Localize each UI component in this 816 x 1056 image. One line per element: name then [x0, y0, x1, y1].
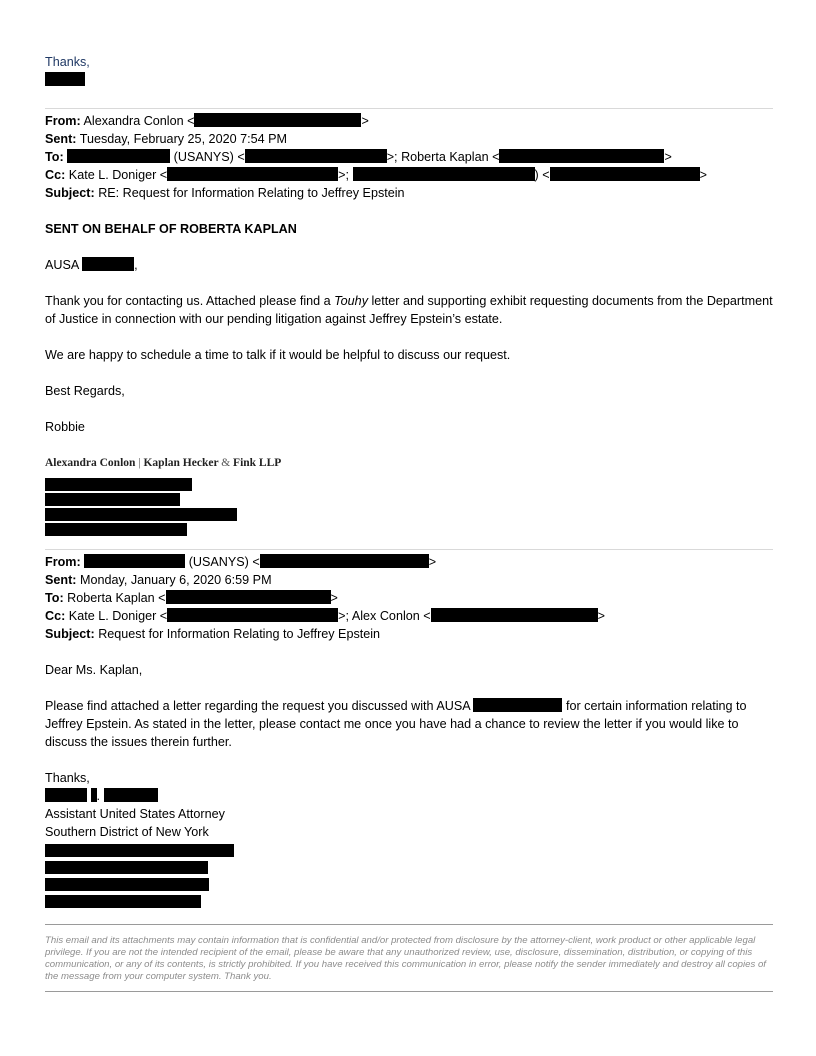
signature-redactions [45, 844, 773, 908]
signature-line: Alexandra Conlon | Kaplan Hecker & Fink LLP [45, 457, 282, 469]
to-usanys: (USANYS) [173, 150, 234, 164]
cc-label: Cc: [45, 168, 66, 182]
salutation: Dear Ms. Kaplan, [45, 663, 143, 677]
subject-value: Request for Information Relating to Jeffrey Epstein [98, 627, 381, 641]
sent-label: Sent: [45, 132, 77, 146]
signoff: Robbie [45, 420, 85, 434]
redaction [245, 149, 387, 163]
to-name: Roberta Kaplan [401, 150, 489, 164]
email-header: From: (USANYS) < > Sent: Monday, January 6, 2020 6:59 PM To: Roberta Kaplan < > Cc: Kate L. Doniger < >; Alex Conlon < > Subject: Request for Information Relating to Jeffrey Epstein [45, 555, 605, 641]
redaction [167, 608, 338, 622]
redaction [67, 149, 170, 163]
disclaimer-text: This email and its attachments may contain information that is confidential and/or protected from disclosure by the attorney-client, work product or other applicable legal privilege. If you are not the intended recipient of the email, please be aware that any unauthorized review, use, disclosure, dissemination, distribution, or copying of this communication, or any of its contents, is strictly prohibited. If you have received this communication in error, please notify the sender immediately and destroy all copies of the message from your computer system. Thank you. [45, 935, 766, 982]
cc-name: Kate L. Doniger [68, 609, 157, 623]
from-usanys: (USANYS) [188, 555, 249, 569]
cc-name: Kate L. Doniger [68, 168, 157, 182]
closing: Thanks, [45, 771, 90, 785]
divider [45, 991, 773, 992]
subject-value: RE: Request for Information Relating to Jeffrey Epstein [98, 186, 405, 200]
redaction [84, 554, 185, 568]
sent-value: Tuesday, February 25, 2020 7:54 PM [79, 132, 287, 146]
redaction [353, 167, 535, 181]
body-paragraph: Please find attached a letter regarding the request you discussed with AUSA for certain information relating to Jeffrey Epstein. As stated in the letter, please contact me once you have had a chance to review the letter if you would like to discuss the issues therein further. [45, 699, 747, 749]
sent-value: Monday, January 6, 2020 6:59 PM [79, 573, 272, 587]
redaction [260, 554, 429, 568]
redaction [167, 167, 338, 181]
sent-label: Sent: [45, 573, 77, 587]
sent-on-behalf-heading: SENT ON BEHALF OF ROBERTA KAPLAN [45, 222, 297, 236]
redaction [45, 72, 85, 86]
closing: Best Regards, [45, 384, 125, 398]
body-paragraph: Thank you for contacting us. Attached please find a Touhy letter and supporting exhibit requesting documents from the Department of Justice in connection with our pending litigation against Jeffrey Epstein’s estate. [45, 294, 773, 326]
redaction [473, 698, 562, 712]
body-paragraph: We are happy to schedule a time to talk if it would be helpful to discuss our request. [45, 348, 511, 362]
redaction [194, 113, 361, 127]
from-label: From: [45, 555, 81, 569]
to-label: To: [45, 591, 64, 605]
cc-name: Alex Conlon [351, 609, 420, 623]
to-name: Roberta Kaplan [67, 591, 155, 605]
cc-label: Cc: [45, 609, 66, 623]
signature-office: Southern District of New York [45, 825, 209, 839]
thanks-text: Thanks, [45, 55, 90, 69]
email-document: Thanks, From: Alexandra Conlon < > Sent: Tuesday, February 25, 2020 7:54 PM To: (USANYS) < >; Roberta Kaplan < > Cc: Kate L. Doniger < >; ) < > Subject: RE: Request for Information Relating to Jeffrey Epstein SENT ON BEHALF OF ROBERTA KAPLAN AUSA , Thank you for contacting us. Attached please find a Touhy letter and supporting exhibit requesting documents from the Department of Justice in connection with our pending litigation against Jeffrey Epstein’s estate. We are happy to schedule a time to talk if it would be helpful to discuss our request. Best Regards, Robbie Alexandra Conlon | Kaplan Hecker & Fink LLP From: (USANYS) < > Sent: Monday, January 6, 2020 6:59 PM To: Roberta Kaplan < > Cc: Kate L. Doniger < >; Alex Conlon < > Subject: Request for Information Relating to Jeffrey Epstein Dear Ms. Kaplan, Please find attached a letter regarding the request you discussed with AUSA for certain information relating to Jeffrey Epstein. As stated in the letter, please contact me once you have had a chance to review the letter if you would like to discuss the issues therein further. Thanks, . Assistant United States Attorney Southern District of New York [45, 53, 773, 908]
signature-title: Assistant United States Attorney [45, 807, 225, 821]
redaction [82, 257, 134, 271]
email-header: From: Alexandra Conlon < > Sent: Tuesday, February 25, 2020 7:54 PM To: (USANYS) < >; Roberta Kaplan < > Cc: Kate L. Doniger < >; ) < > Subject: RE: Request for Information Relating to Jeffrey Epstein [45, 114, 707, 200]
subject-label: Subject: [45, 627, 95, 641]
from-name: Alexandra Conlon [83, 114, 184, 128]
signature-redactions [45, 478, 773, 536]
redaction [431, 608, 598, 622]
salutation: AUSA [45, 258, 79, 272]
redaction [550, 167, 700, 181]
signature-redaction: . [45, 787, 773, 805]
disclaimer-block [45, 924, 773, 992]
from-label: From: [45, 114, 81, 128]
subject-label: Subject: [45, 186, 95, 200]
redaction [499, 149, 664, 163]
to-label: To: [45, 150, 64, 164]
redaction [166, 590, 331, 604]
